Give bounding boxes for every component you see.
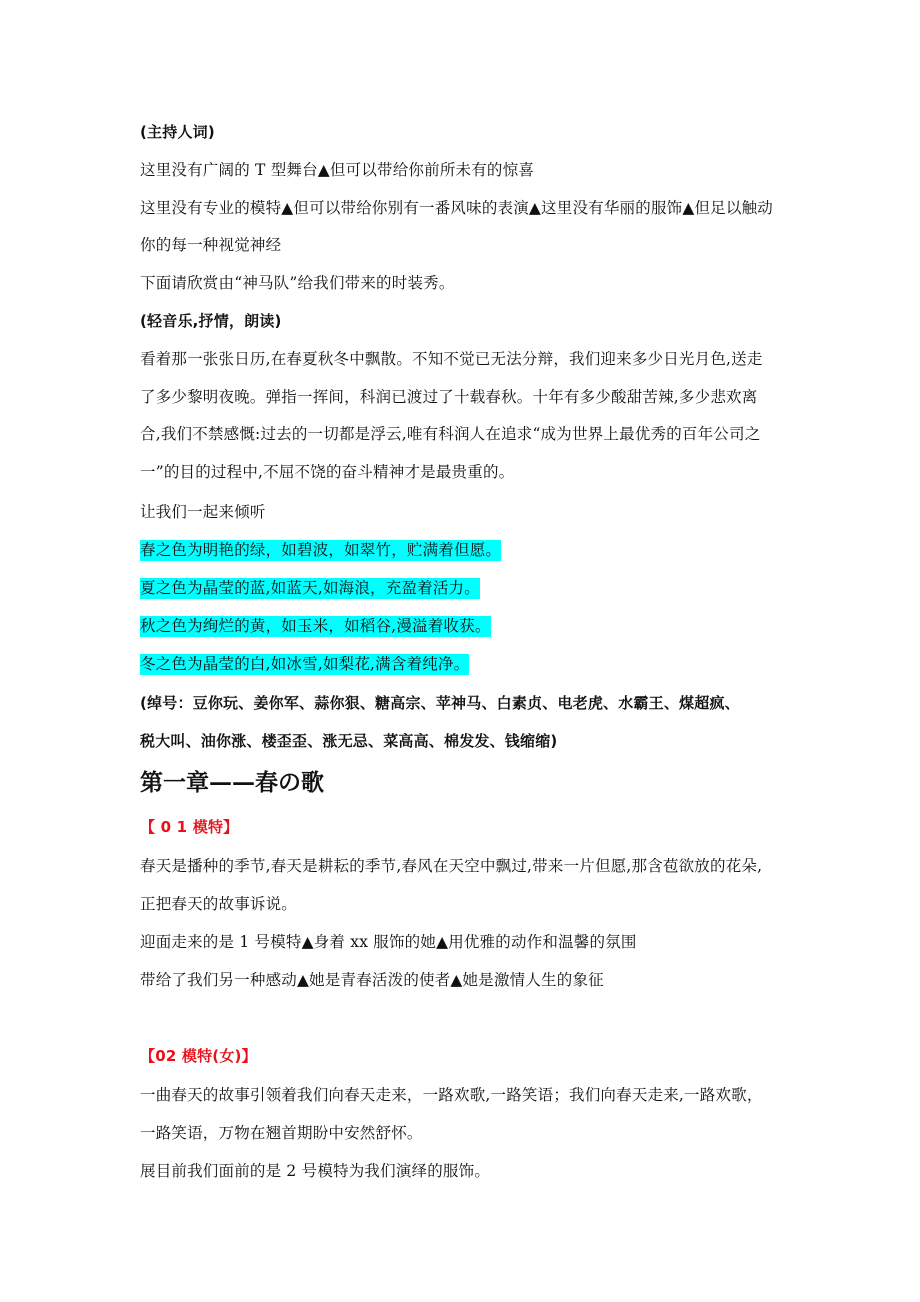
season-line-winter [140,653,469,675]
model-01-line: 迎面走来的是 1 号模特▲身着 xx 服饰的她▲用优雅的动作和温馨的氛围 [140,933,637,951]
model-02-line: 一曲春天的故事引领着我们向春天走来，一路欢歌,一路笑语；我们向春天走来,一路欢歌， [140,1086,763,1104]
model-02-line: 一路笑语，万物在翘首期盼中安然舒怀。 [140,1124,423,1142]
nickname-line: 税大叫、油你涨、楼歪歪、涨无忌、菜高高、棉发发、钱缩缩) [140,732,558,750]
reading-line: 一”的目的过程中,不屈不饶的奋斗精神才是最贵重的。 [140,463,515,481]
intro-line: 下面请欣赏由“神马队”给我们带来的时装秀。 [140,274,455,292]
season-highlight: 夏之色为晶莹的蓝,如蓝天,如海浪，充盈着活力。 [140,579,480,597]
season-line-autumn [140,615,491,637]
model-02-line: 展目前我们面前的是 2 号模特为我们演绎的服饰。 [140,1162,491,1180]
intro-line: 这里没有广阔的 T 型舞台▲但可以带给你前所未有的惊喜 [140,161,535,179]
intro-line: 你的每一种视觉神经 [140,236,282,254]
season-line-spring [140,539,501,561]
host-header: (主持人词) [140,123,215,141]
season-line-summer [140,577,480,599]
season-highlight: 春之色为明艳的绿，如碧波，如翠竹，贮满着但愿。 [140,541,502,559]
intro-line: 这里没有专业的模特▲但可以带给你别有一番风味的表演▲这里没有华丽的服饰▲但足以触动 [140,199,773,217]
reading-line: 了多少黎明夜晚。弹指一挥间，科润已渡过了十载春秋。十年有多少酸甜苦辣,多少悲欢离 [140,388,758,406]
model-01-line: 春天是播种的季节,春天是耕耘的季节,春风在天空中飘过,带来一片但愿,那含苞欲放的花朵, [140,857,763,875]
model-01-line: 带给了我们另一种感动▲她是青春活泼的使者▲她是激情人生的象征 [140,971,604,989]
reading-line: 合,我们不禁感慨:过去的一切都是浮云,唯有科润人在追求“成为世界上最优秀的百年公司之 [140,425,761,443]
chapter-title: 第一章——春の歌 [140,769,324,796]
model-01-line: 正把春天的故事诉说。 [140,895,298,913]
music-header: (轻音乐,抒情，朗读) [140,312,282,330]
model-01-label: 【 0 1 模特】 [140,818,239,836]
season-highlight: 秋之色为绚烂的黄，如玉米，如稻谷,漫溢着收获。 [140,617,491,635]
season-highlight: 冬之色为晶莹的白,如冰雪,如梨花,满含着纯净。 [140,655,470,673]
listen-line: 让我们一起来倾听 [140,503,266,521]
nickname-line: (绰号：豆你玩、姜你军、蒜你狠、糖高宗、苹神马、白素贞、电老虎、水霸王、煤超疯、 [140,694,740,712]
model-02-label: 【02 模特(女)】 [140,1047,257,1065]
reading-line: 看着那一张张日历,在春夏秋冬中飘散。不知不觉已无法分辩，我们迎来多少日光月色,送走 [140,350,763,368]
